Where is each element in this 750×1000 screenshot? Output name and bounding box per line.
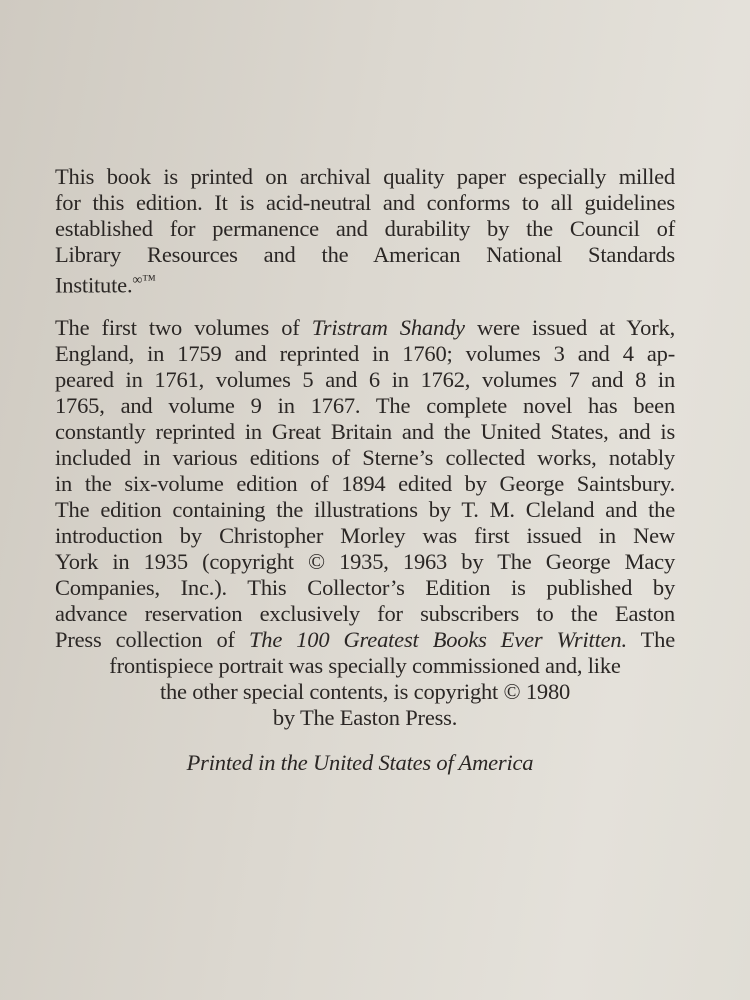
text-line: England, in 1759 and reprinted in 1760; volumes 3 and 4 ap- — [55, 341, 675, 366]
collection-title: The 100 Greatest Books Ever Written. — [248, 627, 627, 652]
text-line: for this edition. It is acid-neutral and conforms to all guidelines — [55, 190, 675, 215]
text-segment: Institute. — [55, 272, 133, 298]
text-line: Companies, Inc.). This Collector’s Edition is published by — [55, 575, 675, 600]
text-line: 1765, and volume 9 in 1767. The complete novel has been — [55, 393, 675, 418]
text-line: This book is printed on archival quality paper especially milled — [55, 164, 675, 189]
text-line: The edition containing the illustrations by T. M. Cleland and the — [55, 497, 675, 522]
text-segment: The first two volumes of — [55, 315, 312, 340]
book-title: Tristram Shandy — [311, 315, 465, 340]
text-line: the other special contents, is copyright © 1980 — [159, 679, 571, 704]
text-line: peared in 1761, volumes 5 and 6 in 1762, volumes 7 and 8 in — [55, 367, 675, 392]
text-line — [55, 268, 675, 298]
text-line: by The Easton Press. — [272, 705, 458, 730]
text-line: advance reservation exclusively for subscribers to the Easton — [55, 601, 675, 626]
text-line: constantly reprinted in Great Britain and the United States, and is — [55, 419, 675, 444]
edition-history-paragraph — [55, 315, 675, 731]
text-line — [55, 315, 675, 341]
text-line: Library Resources and the American National Standards — [55, 242, 675, 267]
text-segment: were issued at York, — [464, 315, 675, 340]
colophon-text — [55, 164, 675, 731]
text-line: introduction by Christopher Morley was first issued in New — [55, 523, 675, 548]
text-line: York in 1935 (copyright © 1935, 1963 by The George Macy — [55, 549, 675, 574]
text-line: in the six-volume edition of 1894 edited by George Saintsbury. — [55, 471, 675, 496]
text-line: included in various editions of Sterne’s collected works, notably — [55, 445, 675, 470]
text-line — [55, 627, 675, 653]
paper-notice-paragraph — [55, 164, 675, 298]
text-line: frontispiece portrait was specially commissioned and, like — [109, 653, 621, 678]
text-segment: Press collection of — [55, 627, 249, 652]
printed-in-notice: Printed in the United States of America — [186, 750, 534, 775]
permanence-symbol-icon: ∞™ — [132, 273, 156, 288]
text-segment: The — [626, 627, 675, 652]
text-line: established for permanence and durability by the Council of — [55, 216, 675, 241]
